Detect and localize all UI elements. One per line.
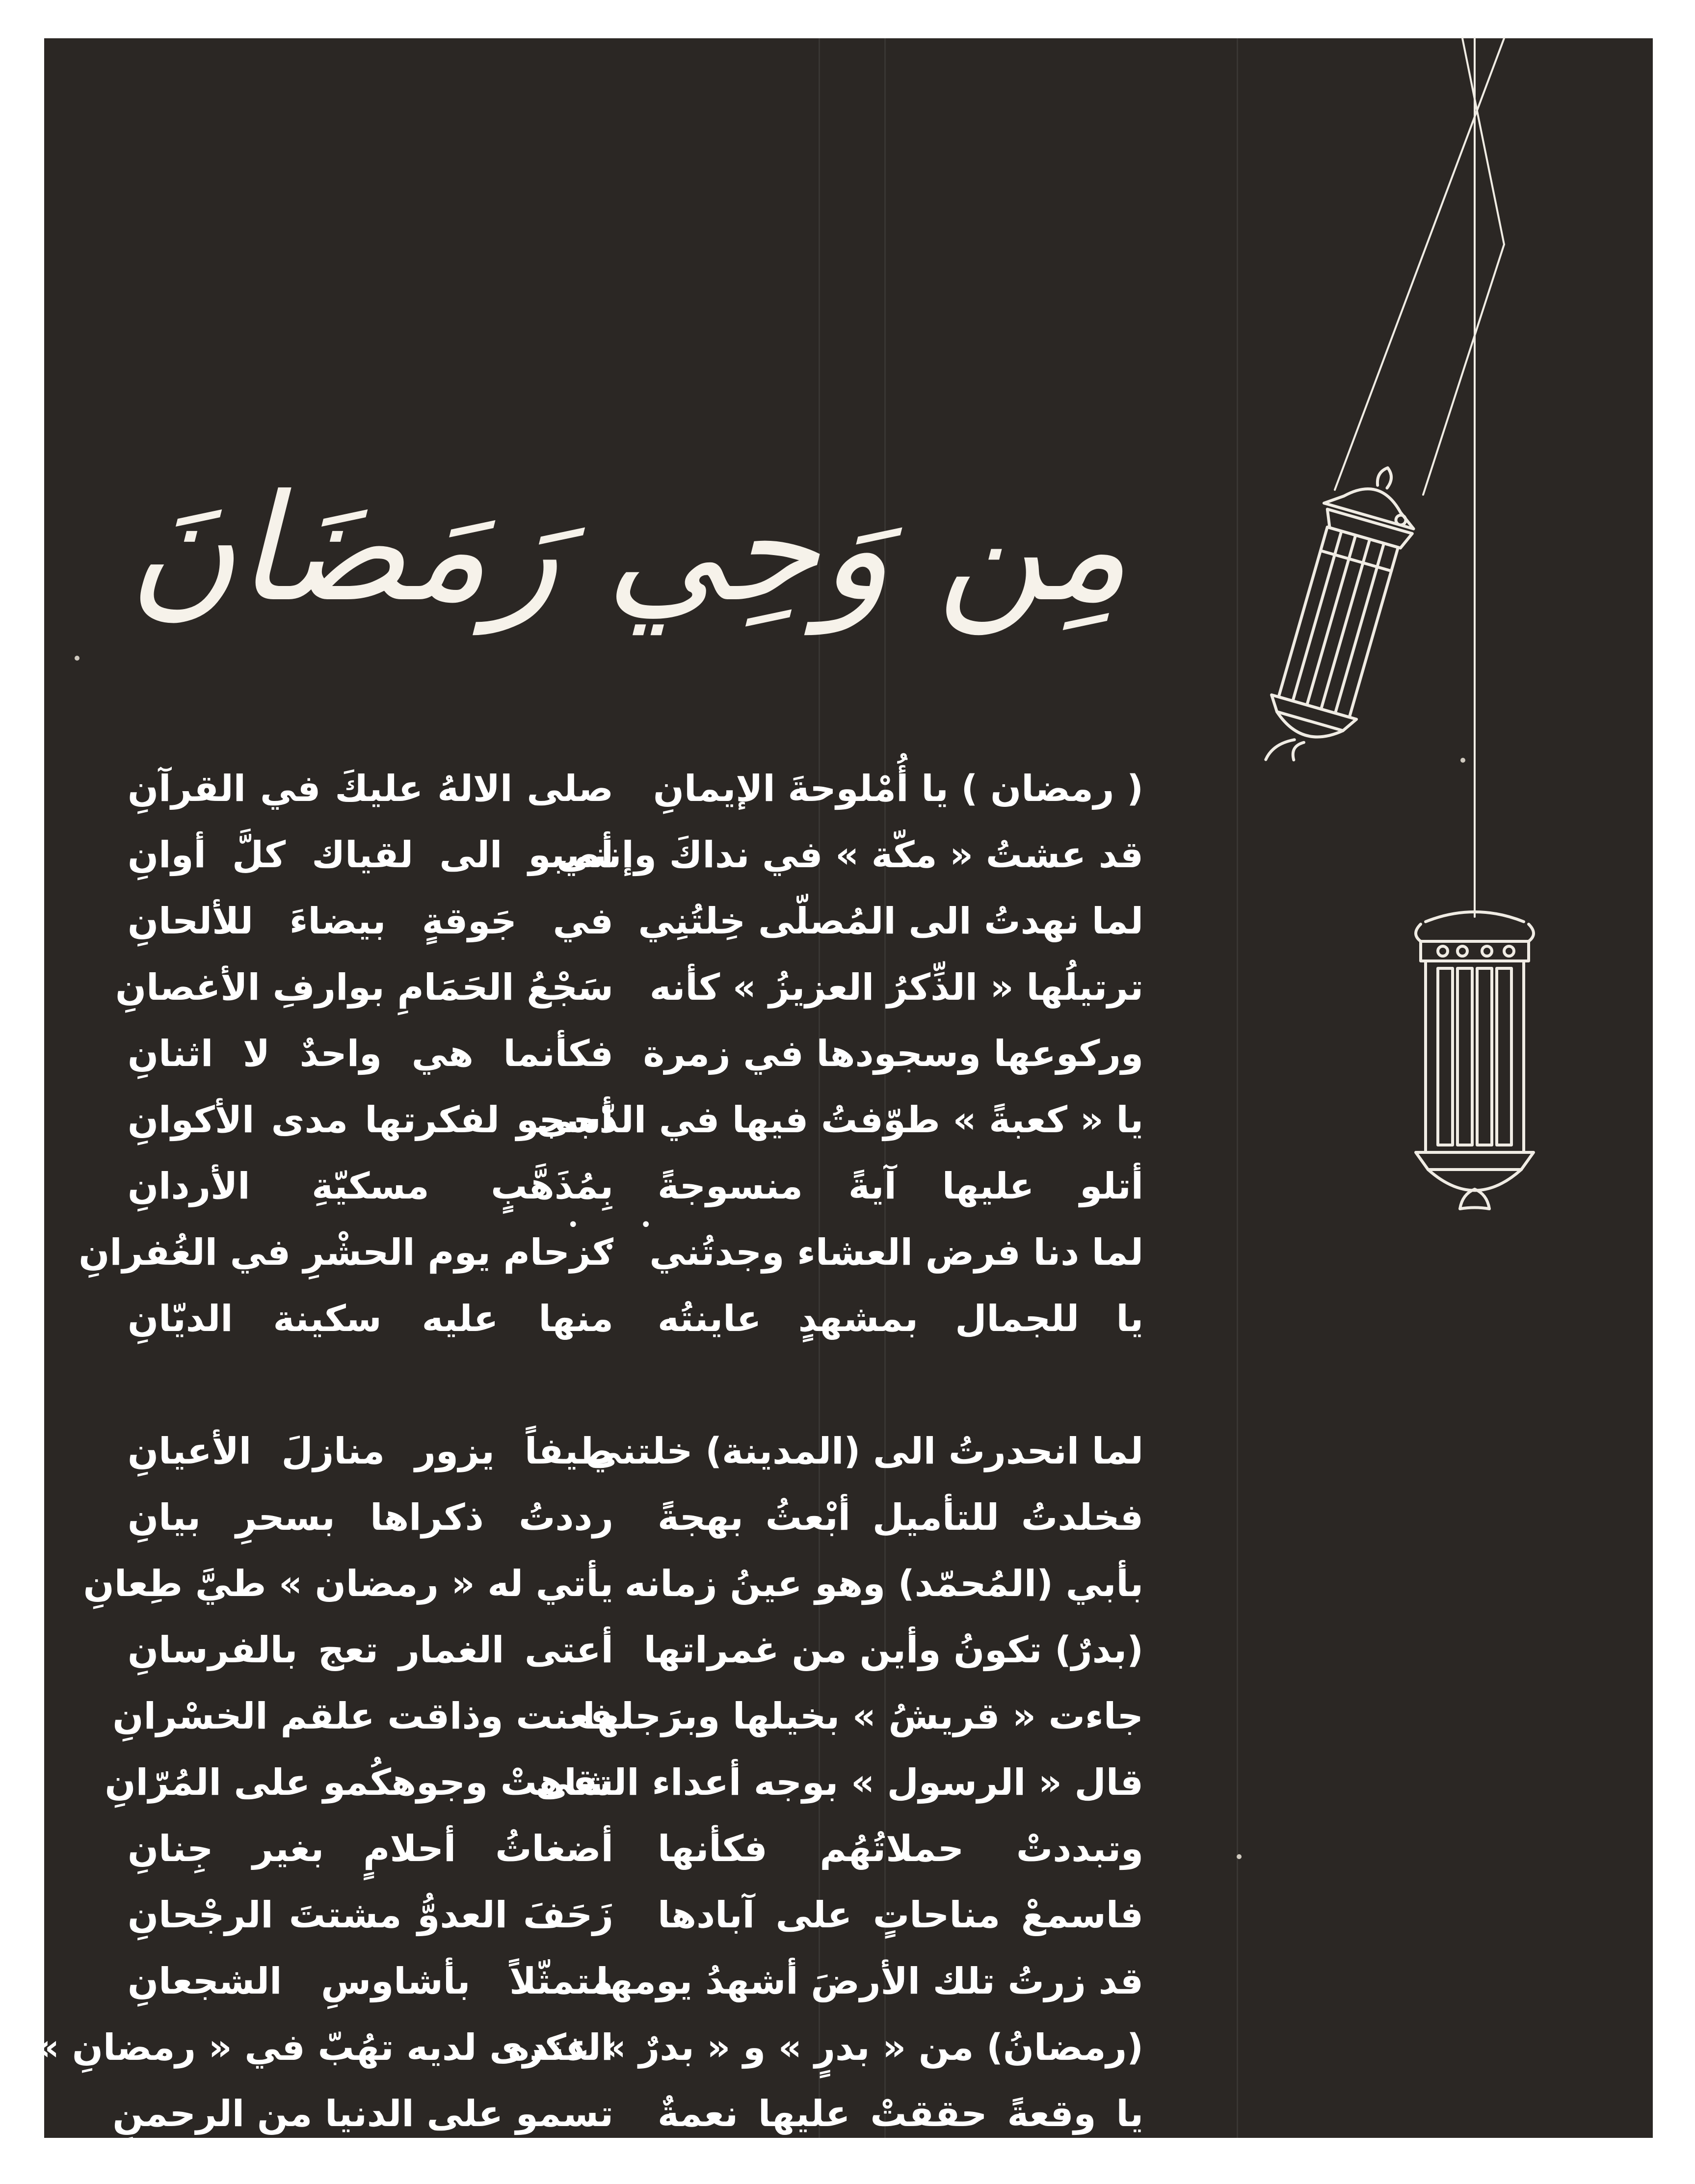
poem-title: مِن وَحِي رَمَضَانَ	[128, 463, 1128, 634]
verse-line: الذكرى لديه تهُبّ في « رمضانِ »	[36, 2026, 613, 2069]
verse-line: وركوعها وسجودها في زمرة	[643, 1033, 1143, 1075]
verse-line: في جَوقةٍ بيضاءَ للألحانِ	[128, 900, 613, 942]
verse-line: بِمُذَهَّبٍ مسكيّةِ الأردانِ	[128, 1165, 613, 1207]
verse-line: وتبددتْ حملاتُهُم فكأنها	[658, 1828, 1143, 1870]
lantern-upper-icon	[1251, 453, 1428, 781]
verse-line: بأبي (المُحمّد) وهو عينُ زمانه	[624, 1563, 1143, 1605]
poem-column-left	[36, 756, 613, 2147]
verse-line: لما دنا فرض العشاء وجدتُني	[649, 1231, 1143, 1274]
stanza-gap	[658, 1352, 1143, 1418]
verse-line: طيفاً يزور منازلَ الأعيانِ	[128, 1430, 613, 1472]
verse-line: لما انحدرتُ الى (المدينة) خلتني	[585, 1430, 1143, 1472]
verse-line: أتلو عليها آيةً منسوجةً	[658, 1165, 1143, 1207]
verse-line: قد زرتُ تلك الأرضَ أشهدُ يومها	[596, 1960, 1143, 2002]
verse-line: قد عشتُ « مكّة » في نداكَ وإنني	[556, 834, 1143, 876]
verse-line: يا وقعةً حققتْ عليها نعمةٌ	[658, 2093, 1143, 2135]
verse-line: يا « كعبةً » طوّفتُ فيها في الدّجى	[536, 1099, 1143, 1141]
verse-line: (بدرٌ) تكونُ وأين من غمراتها	[643, 1629, 1143, 1671]
verse-line: أسجو لفكرتها مدى الأكوانِ	[128, 1099, 613, 1141]
title-block	[123, 426, 1134, 681]
decorative-dot	[1237, 1854, 1242, 1859]
verse-line: أصبو الى لقياك كلَّ أوانِ	[128, 834, 613, 876]
lantern-strings	[1335, 38, 1504, 917]
magazine-page	[36, 38, 1653, 2138]
verse-line: أضغاثُ أحلامٍ بغير جِنانِ	[128, 1828, 613, 1870]
verse-line: فكأنما هي واحدٌ لا اثنانِ	[128, 1033, 613, 1075]
verse-line: جاءت « قريشُ » بخيلها وبرَجلها	[583, 1695, 1143, 1737]
verse-line: فاسمعْ مناحاتٍ على آبادها	[658, 1894, 1143, 1936]
hanging-lanterns-illustration	[1148, 38, 1653, 1265]
verse-line: صلى الالهُ عليكَ في القرآنِ	[128, 768, 613, 810]
verse-line: يا للجمال بمشهدٍ عاينتُه	[658, 1298, 1143, 1340]
verse-line: منها عليه سكينة الديّانِ	[128, 1298, 613, 1340]
verse-line: فعنت وذاقت علقم الخسْرانِ	[112, 1695, 613, 1737]
stanza-gap	[128, 1352, 613, 1418]
verse-line: فخلدتُ للتأميل أبْعثُ بهجةً	[658, 1496, 1143, 1539]
lantern-lower-icon	[1416, 912, 1534, 1209]
verse-line: قال « الرسول » بوجه أعداء التقى	[535, 1761, 1143, 1804]
verse-line: يأتي له « رمضان » طيَّ طِعانِ	[83, 1563, 613, 1605]
decorative-dot	[1460, 758, 1465, 763]
verse-line: كزحام يوم الحشْرِ في الغُفرانِ	[79, 1231, 613, 1274]
verse-line: ترتيلُها « الذِّكرُ العزيزُ » كأنه	[649, 966, 1143, 1009]
verse-line: ( رمضان ) يا أُمْلوحةَ الإيمانِ	[653, 768, 1143, 810]
verse-line: شاهتْ وجوهكُمو على المُرّانِ	[105, 1761, 613, 1804]
decorative-dot	[75, 656, 79, 661]
stanza-separator: • • •	[567, 1214, 679, 1259]
verse-line: زَحَفَ العدوُّ مشتتَ الرجْحانِ	[128, 1894, 613, 1936]
verse-line: لما نهدتُ الى المُصلّى خِلتُنِي	[638, 900, 1143, 942]
verse-line: متمثّلاً بأشاوسِ الشجعانِ	[128, 1960, 613, 2002]
verse-line: سَجْعُ الحَمَامِ بوارفِ الأغصانِ	[115, 966, 613, 1009]
verse-line: (رمضانُ) من « بدرٍ » و « بدرٌ » عنده	[508, 2026, 1143, 2069]
verse-line: رددتُ ذكراها بسحرِ بيانِ	[128, 1496, 613, 1539]
poem-column-right	[508, 756, 1143, 2147]
verse-line: أعتى الغمار تعج بالفرسانِ	[128, 1629, 613, 1671]
verse-line: تسمو على الدنيا من الرحمنِ	[112, 2093, 613, 2135]
